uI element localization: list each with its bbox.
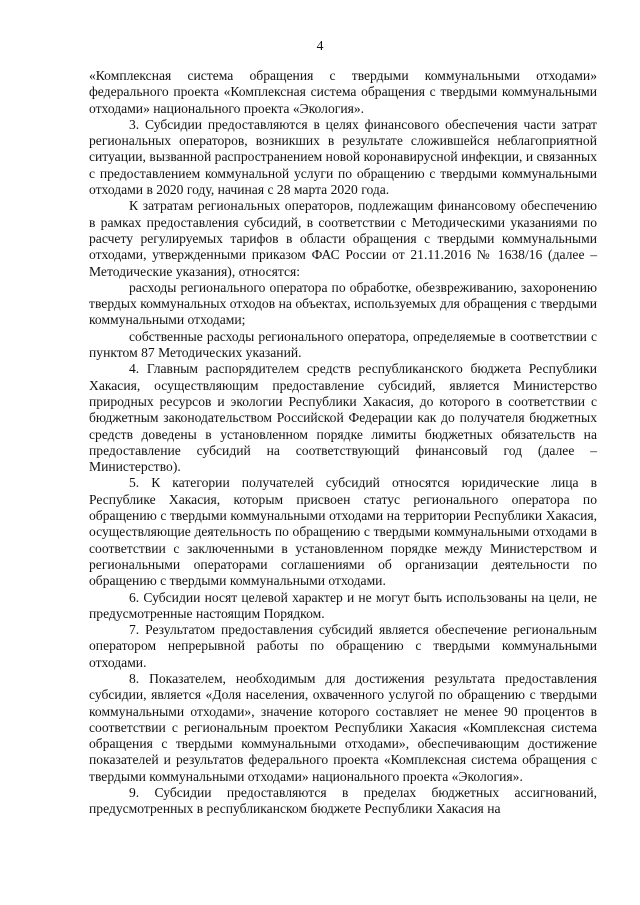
paragraph: 8. Показателем, необходимым для достижения результата предоставления субсидии, является «Доля населения, охваченного услугой по обращению с твердыми коммунальными отходами», значение которого составляет не менее 90 процентов в соответствии с региональным проектом Республики Хакасия «Комплексная система обращения с твердыми коммунальными отходами», обеспечивающим достижение показателей и результатов федерального проекта «Комплексная система обращения с твердыми коммунальными отходами» национального проекта «Экология». bbox=[89, 670, 597, 784]
paragraph: 3. Субсидии предоставляются в целях финансового обеспечения части затрат региональных операторов, возникших в результате сложившейся неблагоприятной ситуации, вызванной распространением новой коронавирусной инфекции, и связанных с предоставлением коммунальной услуги по обращению с твердыми коммунальными отходами в 2020 году, начиная с 28 марта 2020 года. bbox=[89, 116, 597, 198]
paragraph: 6. Субсидии носят целевой характер и не могут быть использованы на цели, не предусмотренные настоящим Порядком. bbox=[89, 589, 597, 621]
paragraph: 5. К категории получателей субсидий относятся юридические лица в Республике Хакасия, которым присвоен статус регионального оператора по обращению с твердыми коммунальными отходами на территории Республики Хакасия, осуществляющие деятельность по обращению с твердыми коммунальными отходами в соответствии с заключенными в установленном порядке между Министерством и региональными операторами соглашениями об организации деятельности по обращению с твердыми коммунальными отходами. bbox=[89, 475, 597, 589]
paragraph: 9. Субсидии предоставляются в пределах бюджетных ассигнований, предусмотренных в республиканском бюджете Республики Хакасия на bbox=[89, 785, 597, 817]
paragraph: «Комплексная система обращения с твердыми коммунальными отходами» федерального проекта «Комплексная система обращения с твердыми коммунальными отходами» национального проекта «Экология». bbox=[89, 68, 597, 116]
paragraph: 4. Главным распорядителем средств республиканского бюджета Республики Хакасия, осуществляющим предоставление субсидий, является Министерство природных ресурсов и экологии Республики Хакасия, до которого в соответствии с бюджетным законодательством Российской Федерации как до получателя бюджетных средств доведены в установленном порядке лимиты бюджетных обязательств на предоставление субсидий на соответствующий финансовый год (далее – Министерство). bbox=[89, 361, 597, 475]
page-number: 4 bbox=[316, 38, 324, 53]
paragraph: собственные расходы регионального оператора, определяемые в соответствии с пунктом 87 Методических указаний. bbox=[89, 328, 597, 361]
document-body bbox=[89, 68, 597, 818]
paragraph: К затратам региональных операторов, подлежащим финансовому обеспечению в рамках предоставления субсидий, в соответствии с Методическими указаниями по расчету регулируемых тарифов в области обращения с твердыми коммунальными отходами, утвержденными приказом ФАС России от 21.11.2016 № 1638/16 (далее – Методические указания), относятся: bbox=[89, 198, 597, 279]
paragraph: расходы регионального оператора по обработке, обезвреживанию, захоронению твердых коммунальных отходов на объектах, используемых для обращения с твердыми коммунальными отходами; bbox=[89, 279, 597, 328]
paragraph: 7. Результатом предоставления субсидий является обеспечение региональным оператором непрерывной работы по обращению с твердыми коммунальными отходами. bbox=[89, 622, 597, 670]
